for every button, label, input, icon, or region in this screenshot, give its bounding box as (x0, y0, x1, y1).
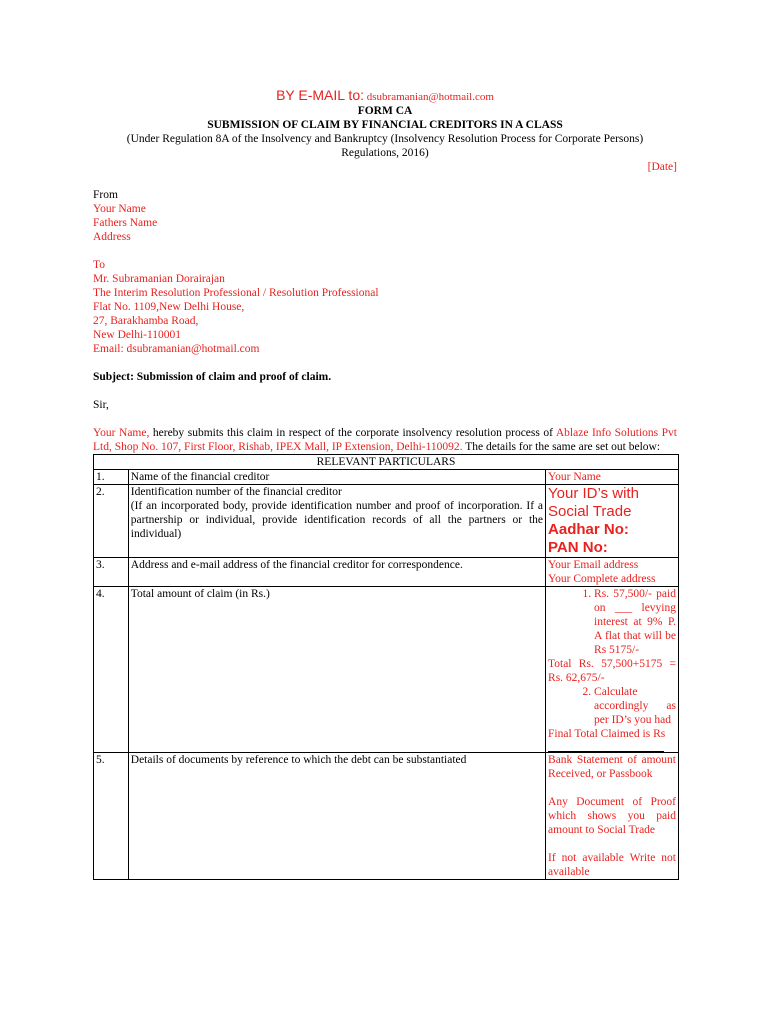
row-value (546, 587, 679, 753)
subject-line (93, 370, 677, 384)
to-line: New Delhi-110001 (93, 329, 182, 341)
row-description: Total amount of claim (in Rs.) (128, 587, 545, 753)
body-text-2: The details for the same are set out below: (462, 441, 661, 453)
regulation-line-1: (Under Regulation 8A of the Insolvency and Bankruptcy (Insolvency Resolution Process for Corporate Persons) (126, 133, 644, 145)
row-number: 1. (94, 470, 129, 485)
body-text-1: hereby submits this claim in respect of the corporate insolvency resolution process of (149, 427, 556, 439)
date-placeholder: [Date] (647, 161, 677, 173)
row-description: Address and e-mail address of the financial creditor for correspondence. (128, 558, 545, 587)
regulation-line-2: Regulations, 2016) (341, 147, 429, 159)
body-company: Ablaze Info Solutions Pvt Ltd, Shop No. 107, First Floor, Rishab, IPEX Mall, IP Extension, Delhi-110092. (93, 427, 677, 453)
table-row (94, 558, 679, 587)
row-description: Name of the financial creditor (128, 470, 545, 485)
row-value (546, 558, 679, 587)
by-email-label: BY E-MAIL to: (276, 87, 365, 103)
documents-value-2: Any Document of Proof which shows you paid amount to Social Trade (548, 796, 676, 836)
form-subtitle: SUBMISSION OF CLAIM BY FINANCIAL CREDITORS IN A CLASS (207, 119, 563, 131)
amount-blank-line (548, 741, 664, 752)
form-title: FORM CA (357, 105, 413, 117)
header-email: dsubramanian@hotmail.com (366, 91, 494, 103)
row-value (546, 753, 679, 880)
table-heading: RELEVANT PARTICULARS (94, 455, 679, 470)
particulars-table (93, 454, 679, 880)
row-number: 3. (94, 558, 129, 587)
amount-item: 1. Rs. 57,500/- paid on ___ levying interest at 9% P. A flat that will be Rs 5175/- (594, 587, 676, 657)
to-block (93, 258, 677, 356)
table-row (94, 753, 679, 880)
amount-list-1 (548, 587, 676, 657)
complete-address-value: Your Complete address (548, 573, 656, 585)
documents-value-3: If not available Write not available (548, 852, 676, 878)
from-label: From (93, 189, 118, 201)
from-fathers-name: Fathers Name (93, 217, 158, 229)
amount-final: Final Total Claimed is Rs (548, 728, 666, 740)
body-name: Your Name, (93, 427, 150, 439)
id-value-line: Your ID’s with (548, 485, 639, 502)
email-header (93, 88, 677, 104)
subject-label: Subject (93, 371, 131, 383)
from-name: Your Name (93, 203, 146, 215)
amount-total: Total Rs. 57,500+5175 = Rs. 62,675/- (548, 658, 676, 684)
row-number: 2. (94, 485, 129, 558)
to-line: Mr. Subramanian Dorairajan (93, 273, 225, 285)
subject-text: : Submission of claim and proof of claim. (130, 371, 332, 383)
to-label: To (93, 259, 105, 271)
row-value: Your Name (546, 470, 679, 485)
aadhar-label: Aadhar No: (548, 521, 629, 538)
to-line: Email: dsubramanian@hotmail.com (93, 343, 260, 355)
to-line: The Interim Resolution Professional / Resolution Professional (93, 287, 379, 299)
table-heading-row (94, 455, 679, 470)
row-description: Details of documents by reference to which the debt can be substantiated (128, 753, 545, 880)
documents-value-1: Bank Statement of amount Received, or Passbook (548, 754, 676, 780)
pan-label: PAN No: (548, 539, 608, 556)
row-description-title: Identification number of the financial creditor (130, 486, 342, 498)
table-row (94, 485, 679, 558)
id-value-line: Social Trade (548, 503, 632, 520)
email-address-value: Your Email address (548, 559, 639, 571)
table-row (94, 470, 679, 485)
form-document (93, 88, 677, 880)
row-description (128, 485, 545, 558)
body-paragraph (93, 426, 677, 454)
row-number: 4. (94, 587, 129, 753)
from-block (93, 188, 677, 244)
table-row (94, 587, 679, 753)
amount-list-2 (548, 685, 676, 727)
row-value (546, 485, 679, 558)
row-description-detail: (If an incorporated body, provide identification number and proof of incorporation. If a partnership or individual, provide identification records of all the partners or the individual) (130, 500, 544, 540)
from-address: Address (93, 231, 131, 243)
salutation: Sir, (93, 399, 109, 411)
to-line: Flat No. 1109,New Delhi House, (93, 301, 245, 313)
row-number: 5. (94, 753, 129, 880)
to-line: 27, Barakhamba Road, (93, 315, 199, 327)
amount-item: 2. Calculate accordingly as per ID’s you had (594, 685, 676, 727)
